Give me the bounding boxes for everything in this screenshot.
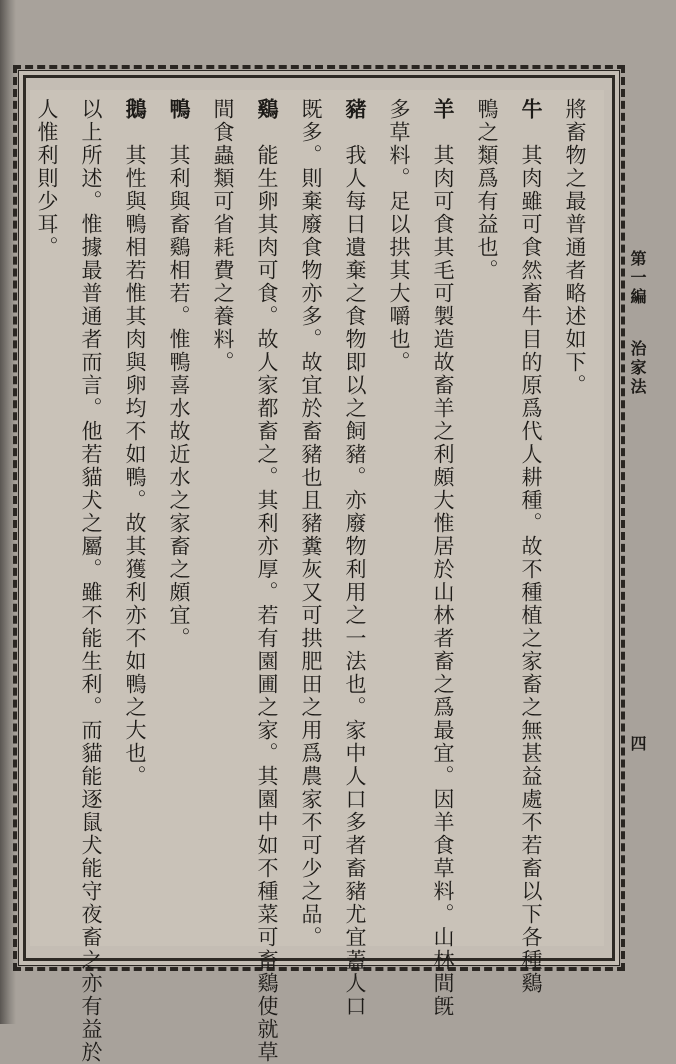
column-heading: 鴨 bbox=[167, 98, 192, 121]
chapter-title: 第一編 bbox=[628, 250, 647, 307]
text-column: 鵝 其性與鴨相若惟其肉與卵均不如鴨。故其獲利亦不如鴨之大也。 bbox=[123, 98, 148, 788]
text-column: 以上所述。惟據最普通者而言。他若貓犬之屬。雖不能生利。而貓能逐鼠犬能守夜畜之亦有益於 bbox=[79, 98, 103, 1064]
text-column: 鴨 其利與畜鷄相若。惟鴨喜水故近水之家畜之頗宜。 bbox=[167, 98, 192, 650]
column-heading: 鵝 bbox=[123, 98, 148, 121]
text-column: 間食蟲類可省耗費之養料。 bbox=[211, 98, 235, 374]
text-column: 羊 其肉可食其毛可製造故畜羊之利頗大惟居於山林者畜之爲最宜。因羊食草料。山林間旣 bbox=[431, 98, 456, 1018]
column-heading: 豬 bbox=[343, 98, 368, 121]
text-column: 人惟利則少耳。 bbox=[35, 98, 59, 259]
text-column: 既多。則棄廢食物亦多。故宜於畜豬也且豬糞灰又可拱肥田之用爲農家不可少之品。 bbox=[299, 98, 323, 949]
column-heading: 牛 bbox=[519, 98, 544, 121]
column-heading: 鷄 bbox=[255, 98, 280, 121]
page-number: 四 bbox=[628, 735, 647, 754]
text-column: 將畜物之最普通者略述如下。 bbox=[563, 98, 587, 397]
page-binding-shadow bbox=[0, 0, 16, 1024]
text-column: 豬 我人每日遺棄之食物即以之飼豬。亦廢物利用之一法也。家中人口多者畜豬尤宜蓋人口 bbox=[343, 98, 368, 1018]
column-heading: 羊 bbox=[431, 98, 456, 121]
text-column: 牛 其肉雖可食然畜牛目的原爲代人耕種。故不種植之家畜之無甚益處不若畜以下各種鷄 bbox=[519, 98, 544, 995]
text-column: 鴨之類爲有益也。 bbox=[475, 98, 499, 282]
text-column: 多草料。足以拱其大嚼也。 bbox=[387, 98, 411, 374]
text-column: 鷄 能生卵其肉可食。故人家都畜之。其利亦厚。若有園圃之家。其園中如不種菜可畜鷄使就草 bbox=[255, 98, 280, 1064]
section-title: 治家法 bbox=[628, 340, 647, 397]
